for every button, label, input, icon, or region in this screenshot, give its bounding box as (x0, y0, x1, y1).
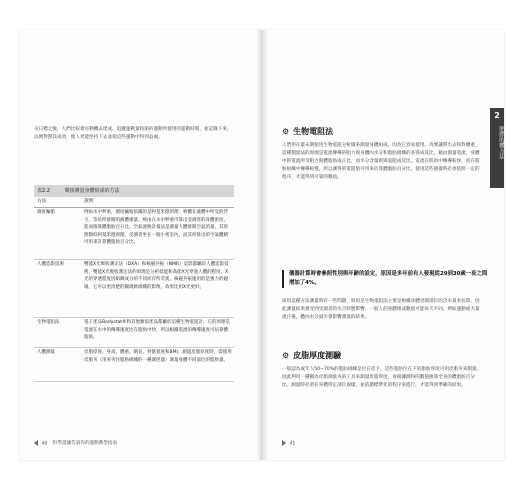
table-row (34, 207, 234, 260)
table-row (34, 317, 234, 348)
section-heading-bia (282, 126, 333, 137)
header-description: 說明 (84, 199, 94, 204)
intro-paragraph: 交日標之後，人們比較會有動機去達成。追蹤運動量和節約運動所使用的運動時間，並記錄下來，以便對照其成效，使人更能堅持下去並從這些運動中得到益處。 (34, 127, 232, 140)
table-title: 間接測量身體組成的方法 (64, 188, 120, 194)
table-row (34, 259, 234, 318)
row-description: 皮脂厚度、身高、體重、圍長、骨骼寬度和BMI，測量皮脂厚度時，需使用皮脂夾（用來夾住脂肪組織的一種測徑器）測量身體不同部位的脂肪量。 (84, 350, 232, 363)
row-description: 電子產品Bodystat®和其他類似產品都屬於這種生物電阻計，它的原理是電流在水中的傳導速度比在脂肪中快，所以根據電流的傳導速度可估算體脂肪。 (84, 320, 230, 340)
table-number: 表2.2 (37, 188, 50, 194)
left-page (20, 30, 262, 460)
right-page-number: 41 (289, 441, 296, 446)
triangle-right-icon (282, 440, 286, 446)
table-caption (34, 185, 234, 197)
chapter-tab (490, 108, 504, 188)
left-footer (34, 440, 117, 447)
chapter-label: 肥胖的體方法 (498, 126, 504, 159)
row-method: 測度輸脂 (37, 210, 55, 215)
section1-paragraph: 人們用在最末期使用生物電阻分析儀來測量身體組成，因為它容易使用。為要讓帶出去和對體重，這種測量法的原理是電流傳導的阻力與身體內水分和脂肪組織的多寡成反比。藉由測量電流，身體中的電流所受阻力與體脂肪成正比，而水分含量則與電阻成反比。電流在肌肉中傳導較快，而在脂肪組織中傳導較慢，所以測得的電阻值可用來估算體脂肪百分比。使用這些儀器時必須依照一定的程序，才能得到可靠的數值。 (282, 143, 480, 180)
running-title: 科學證據告訴你的運動教學指南 (52, 441, 118, 446)
row-method: 生物電阻法 (37, 320, 60, 325)
row-method: 人體造影技術 (37, 262, 64, 267)
right-page (262, 30, 504, 460)
book-gutter (256, 30, 268, 460)
triangle-left-icon (34, 440, 38, 446)
gear-icon: ⚙ (282, 351, 290, 360)
section1-after-paragraph: 採用這種方法測量時有一些問題，原因是生物電阻法主要是根據身體受測部位的含水量來估算，因此測量結果會受到受測者的水合狀態影響。一般人的身體組成數值可能每天不同，例如運動或大量流汗後，體內水分減少會影響測量的結果。 (282, 299, 480, 320)
row-method: 人體測量 (37, 350, 55, 355)
gear-icon: ⚙ (282, 127, 290, 136)
table-row (34, 347, 234, 382)
row-description: 雙能X光吸收測定法（DXA）和核磁共振（NMR）這影都屬於人體造影技術。雙能X光吸收測定法的原理是分析低能和高能X光穿過人體的程度，X光的穿透程度因組織成分的不同而有所差異，核磁共振運用的是強力的磁場，它可以更清楚的顯現軟組織的影像，效果比用X光更好。 (84, 262, 229, 290)
header-method: 方法 (37, 199, 47, 204)
section-heading-skinfold (282, 350, 341, 361)
section2-title: 皮脂厚度測驗 (293, 351, 342, 360)
right-footer (282, 440, 295, 447)
section1-title: 生物電阻法 (293, 127, 334, 136)
book-spread (20, 30, 504, 460)
row-description: 例如水中秤重，測度輸脂依據的是阿基米德原理：物體在液體中所受的浮力，等於所排開的液體重量。經由在水中秤重可算出受測者的身體密度，進而推算體脂肪百分比。空氣置換計量法是測量人體排開空氣的量，其原理類似阿基米德原理，受測者坐在一個小密室內，而其所排出的空氣體積可用來計算體脂肪百分比。 (84, 210, 228, 245)
pull-quote: 儀器計算時會參照性別與年齡的設定，原因是多年前有人發現從29到30歲一夜之間增加了4%。 (282, 270, 489, 288)
chapter-number: 2 (494, 111, 500, 120)
section2-paragraph: 一般認為成年人50~70%的脂肪組織是位在皮下，這些脂肪位在下的脂肪厚度可用皮脂夾來測量。因此利用一種稱為皮脂測量夾的工具來測量皮脂厚度，再根據測得的數值換算全身的體脂肪百分比。測量時必須在身體特定部位取樣，並依循標準化的程序來進行，才能得到準確的結果。 (282, 367, 482, 388)
left-page-number: 40 (41, 441, 48, 446)
